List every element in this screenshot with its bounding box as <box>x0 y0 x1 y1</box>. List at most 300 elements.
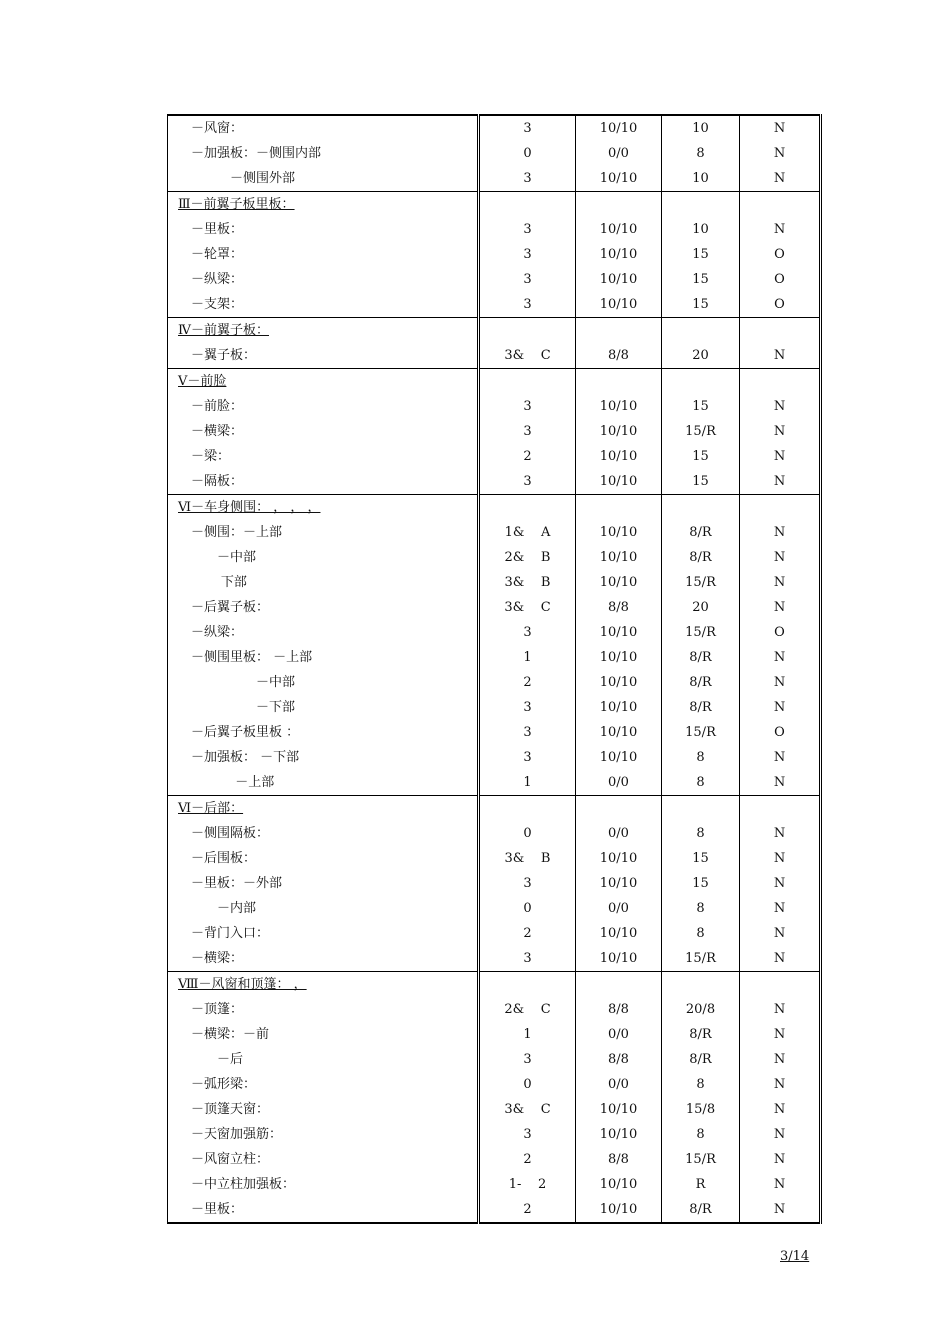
grade-value: 3 <box>523 750 532 765</box>
item-label: －弧形梁： <box>191 1077 257 1092</box>
code-value: N <box>773 1102 786 1117</box>
item-line <box>168 1097 477 1122</box>
code-cell <box>740 369 821 495</box>
thickness-value: 8 <box>696 750 705 765</box>
thickness-value: 8 <box>696 1127 705 1142</box>
ratio-value: 8/8 <box>608 600 629 615</box>
thickness-cell <box>662 972 740 1224</box>
grade-value: 2& C <box>504 1002 551 1017</box>
empty-cell-line <box>662 369 739 394</box>
code-value: O <box>774 725 785 740</box>
code-value: N <box>773 550 786 565</box>
thickness-value: 8/R <box>689 1202 712 1217</box>
ratio-value: 8/8 <box>608 348 629 363</box>
grade-value: 1 <box>523 1027 532 1042</box>
ratio-value: 10/10 <box>599 625 638 640</box>
item-line <box>168 821 477 846</box>
item-label: －风窗立柱： <box>191 1152 270 1167</box>
thickness-value: 8 <box>696 826 705 841</box>
section-header: Ⅲ－前翼子板里板： <box>178 197 295 212</box>
item-line <box>168 1122 477 1147</box>
ratio-value: 10/10 <box>599 424 638 439</box>
item-line <box>168 871 477 896</box>
section-row <box>168 115 821 192</box>
code-value: O <box>774 625 785 640</box>
item-label: －加强板：－侧围内部 <box>191 146 322 161</box>
item-label: －中立柱加强板： <box>191 1177 296 1192</box>
item-line <box>168 921 477 946</box>
item-label: －中部 <box>217 550 257 565</box>
empty-cell-line <box>662 192 739 217</box>
thickness-value: 8/R <box>689 550 712 565</box>
grade-value: 3 <box>523 700 532 715</box>
code-value: N <box>773 525 786 540</box>
empty-cell-line <box>662 796 739 821</box>
code-value: O <box>774 272 785 287</box>
code-value: N <box>773 121 786 136</box>
item-line <box>168 695 477 720</box>
ratio-cell <box>576 972 662 1224</box>
item-label: －后翼子板： <box>191 600 270 615</box>
empty-cell-line <box>740 495 819 520</box>
code-value: N <box>773 1177 786 1192</box>
grade-cell <box>479 495 576 796</box>
ratio-value: 10/10 <box>599 1177 638 1192</box>
thickness-value: 15 <box>692 474 709 489</box>
ratio-value: 10/10 <box>599 1127 638 1142</box>
thickness-value: 15 <box>692 272 709 287</box>
spec-table <box>167 114 822 1224</box>
item-label-cell <box>168 192 479 318</box>
grade-value: 3 <box>523 297 532 312</box>
item-label: －中部 <box>256 675 296 690</box>
ratio-cell <box>576 495 662 796</box>
item-label: －侧围里板： －上部 <box>191 650 313 665</box>
code-cell <box>740 115 821 192</box>
thickness-value: 8 <box>696 926 705 941</box>
grade-value: 0 <box>523 901 532 916</box>
thickness-value: 15/R <box>685 1152 716 1167</box>
grade-value: 3 <box>523 171 532 186</box>
item-label-cell <box>168 318 479 369</box>
code-value: N <box>773 1152 786 1167</box>
empty-cell-line <box>740 796 819 821</box>
item-line <box>168 946 477 971</box>
code-value: N <box>773 171 786 186</box>
grade-value: 1- 2 <box>508 1177 547 1192</box>
ratio-value: 10/10 <box>599 876 638 891</box>
item-label: －加强板： －下部 <box>191 750 300 765</box>
item-line <box>168 595 477 620</box>
code-value: N <box>773 876 786 891</box>
grade-value: 3& C <box>504 600 551 615</box>
item-label-cell <box>168 972 479 1224</box>
ratio-value: 10/10 <box>599 222 638 237</box>
grade-value: 0 <box>523 1077 532 1092</box>
item-label: －里板： <box>191 1202 244 1217</box>
thickness-value: R <box>695 1177 706 1192</box>
item-line <box>168 545 477 570</box>
item-line <box>168 1197 477 1222</box>
code-value: N <box>773 424 786 439</box>
thickness-value: 15/8 <box>685 1102 716 1117</box>
ratio-value: 10/10 <box>599 247 638 262</box>
code-value: N <box>773 600 786 615</box>
item-line <box>168 292 477 317</box>
empty-cell-line <box>740 369 819 394</box>
grade-value: 3 <box>523 272 532 287</box>
ratio-value: 8/8 <box>608 1152 629 1167</box>
item-label-cell <box>168 495 479 796</box>
item-line <box>168 520 477 545</box>
grade-value: 3 <box>523 247 532 262</box>
code-value: N <box>773 575 786 590</box>
thickness-cell <box>662 192 740 318</box>
page-number: 3/14 <box>780 1249 810 1264</box>
empty-cell-line <box>662 495 739 520</box>
item-label: －横梁：－前 <box>191 1027 270 1042</box>
code-value: N <box>773 399 786 414</box>
item-line <box>168 997 477 1022</box>
code-value: N <box>773 851 786 866</box>
grade-value: 2 <box>523 1152 532 1167</box>
item-line <box>168 267 477 292</box>
code-value: N <box>773 222 786 237</box>
empty-cell-line <box>576 192 661 217</box>
item-label: －隔板： <box>191 474 244 489</box>
empty-cell-line <box>480 192 575 217</box>
ratio-value: 0/0 <box>608 826 629 841</box>
item-label: －上部 <box>235 775 275 790</box>
empty-cell-line <box>480 495 575 520</box>
ratio-cell <box>576 369 662 495</box>
item-label: －横梁： <box>191 424 244 439</box>
code-cell <box>740 192 821 318</box>
thickness-value: 20 <box>692 600 709 615</box>
code-cell <box>740 796 821 972</box>
item-label: －里板：－外部 <box>191 876 283 891</box>
item-line <box>168 394 477 419</box>
thickness-value: 20/8 <box>685 1002 716 1017</box>
item-label: －纵梁： <box>191 272 244 287</box>
thickness-value: 15/R <box>685 725 716 740</box>
item-line <box>168 720 477 745</box>
item-label-cell <box>168 369 479 495</box>
item-label: －天窗加强筋： <box>191 1127 283 1142</box>
ratio-value: 10/10 <box>599 675 638 690</box>
item-line <box>168 1072 477 1097</box>
item-label: －背门入口： <box>191 926 270 941</box>
ratio-value: 10/10 <box>599 951 638 966</box>
item-label: －侧围外部 <box>230 171 296 186</box>
empty-cell-line <box>576 796 661 821</box>
grade-value: 2 <box>523 926 532 941</box>
thickness-value: 8/R <box>689 675 712 690</box>
ratio-value: 10/10 <box>599 725 638 740</box>
item-line <box>168 116 477 141</box>
grade-value: 0 <box>523 826 532 841</box>
ratio-value: 10/10 <box>599 650 638 665</box>
code-value: N <box>773 1027 786 1042</box>
ratio-value: 8/8 <box>608 1002 629 1017</box>
item-line <box>168 1047 477 1072</box>
section-header: Ⅵ－车身侧围： ， ， ， <box>178 500 321 515</box>
code-value: N <box>773 1202 786 1217</box>
ratio-value: 10/10 <box>599 171 638 186</box>
thickness-value: 15 <box>692 247 709 262</box>
code-value: N <box>773 926 786 941</box>
item-line <box>168 242 477 267</box>
item-line <box>168 1022 477 1047</box>
thickness-value: 10 <box>692 222 709 237</box>
item-label-cell <box>168 115 479 192</box>
grade-value: 3& C <box>504 348 551 363</box>
grade-value: 1& A <box>504 525 551 540</box>
thickness-value: 10 <box>692 121 709 136</box>
thickness-value: 20 <box>692 348 709 363</box>
ratio-value: 0/0 <box>608 146 629 161</box>
grade-cell <box>479 796 576 972</box>
grade-value: 1 <box>523 650 532 665</box>
thickness-cell <box>662 495 740 796</box>
ratio-value: 8/8 <box>608 1052 629 1067</box>
thickness-value: 8 <box>696 901 705 916</box>
thickness-value: 15 <box>692 876 709 891</box>
item-line <box>168 846 477 871</box>
section-row <box>168 495 821 796</box>
item-label: －侧围：－上部 <box>191 525 283 540</box>
grade-value: 3 <box>523 625 532 640</box>
item-label: －横梁： <box>191 951 244 966</box>
item-label: －后 <box>217 1052 244 1067</box>
code-cell <box>740 318 821 369</box>
ratio-value: 10/10 <box>599 399 638 414</box>
code-value: N <box>773 474 786 489</box>
item-line <box>168 217 477 242</box>
ratio-cell <box>576 115 662 192</box>
grade-value: 3& B <box>504 851 551 866</box>
item-line <box>168 469 477 494</box>
ratio-value: 10/10 <box>599 272 638 287</box>
item-line <box>168 343 477 368</box>
item-label: －翼子板： <box>191 348 257 363</box>
code-value: N <box>773 1077 786 1092</box>
grade-value: 3 <box>523 725 532 740</box>
empty-cell-line <box>576 495 661 520</box>
item-label: －顶篷天窗： <box>191 1102 270 1117</box>
ratio-value: 0/0 <box>608 1077 629 1092</box>
thickness-value: 8 <box>696 1077 705 1092</box>
empty-cell-line <box>662 972 739 997</box>
section-header: Ⅴ－前脸 <box>178 374 227 389</box>
empty-cell-line <box>480 972 575 997</box>
empty-cell-line <box>740 318 819 343</box>
ratio-value: 0/0 <box>608 901 629 916</box>
code-value: N <box>773 1127 786 1142</box>
item-line <box>168 770 477 795</box>
ratio-value: 10/10 <box>599 926 638 941</box>
code-value: N <box>773 675 786 690</box>
thickness-value: 15/R <box>685 424 716 439</box>
item-line <box>168 141 477 166</box>
ratio-value: 0/0 <box>608 775 629 790</box>
ratio-value: 10/10 <box>599 525 638 540</box>
thickness-value: 8 <box>696 146 705 161</box>
grade-value: 2 <box>523 1202 532 1217</box>
code-value: N <box>773 348 786 363</box>
thickness-value: 15 <box>692 399 709 414</box>
grade-value: 3 <box>523 951 532 966</box>
thickness-value: 8/R <box>689 700 712 715</box>
thickness-value: 8/R <box>689 1052 712 1067</box>
section-row <box>168 972 821 1224</box>
empty-cell-line <box>576 369 661 394</box>
section-row <box>168 369 821 495</box>
grade-cell <box>479 972 576 1224</box>
grade-value: 1 <box>523 775 532 790</box>
grade-value: 3 <box>523 474 532 489</box>
ratio-value: 10/10 <box>599 750 638 765</box>
thickness-cell <box>662 796 740 972</box>
grade-cell <box>479 369 576 495</box>
thickness-value: 10 <box>692 171 709 186</box>
item-label: －纵梁： <box>191 625 244 640</box>
item-line <box>168 1172 477 1197</box>
section-header: Ⅵ－后部： <box>178 801 244 816</box>
code-value: N <box>773 826 786 841</box>
thickness-cell <box>662 115 740 192</box>
item-label: －下部 <box>256 700 296 715</box>
item-label: －梁： <box>191 449 231 464</box>
grade-value: 3& C <box>504 1102 551 1117</box>
item-label: 下部 <box>220 575 247 590</box>
grade-value: 3 <box>523 222 532 237</box>
item-label: －风窗： <box>191 121 244 136</box>
item-label: －支架： <box>191 297 244 312</box>
empty-cell-line <box>740 972 819 997</box>
ratio-cell <box>576 318 662 369</box>
item-line <box>168 444 477 469</box>
grade-value: 3 <box>523 876 532 891</box>
item-line <box>168 1147 477 1172</box>
ratio-value: 0/0 <box>608 1027 629 1042</box>
ratio-value: 10/10 <box>599 700 638 715</box>
code-value: N <box>773 750 786 765</box>
code-value: N <box>773 1002 786 1017</box>
ratio-cell <box>576 796 662 972</box>
item-label: －后围板： <box>191 851 257 866</box>
thickness-cell <box>662 369 740 495</box>
code-cell <box>740 972 821 1224</box>
section-row <box>168 192 821 318</box>
code-cell <box>740 495 821 796</box>
code-value: O <box>774 297 785 312</box>
grade-value: 3 <box>523 121 532 136</box>
item-label: －内部 <box>217 901 257 916</box>
grade-cell <box>479 192 576 318</box>
empty-cell-line <box>576 318 661 343</box>
grade-value: 3 <box>523 424 532 439</box>
thickness-value: 15 <box>692 851 709 866</box>
thickness-value: 8 <box>696 775 705 790</box>
grade-value: 3& B <box>504 575 551 590</box>
empty-cell-line <box>480 369 575 394</box>
thickness-cell <box>662 318 740 369</box>
item-line <box>168 745 477 770</box>
ratio-value: 10/10 <box>599 474 638 489</box>
empty-cell-line <box>740 192 819 217</box>
code-value: N <box>773 700 786 715</box>
item-line <box>168 419 477 444</box>
grade-value: 2& B <box>504 550 551 565</box>
thickness-value: 15/R <box>685 951 716 966</box>
thickness-value: 8/R <box>689 525 712 540</box>
item-line <box>168 620 477 645</box>
section-row <box>168 796 821 972</box>
section-header: Ⅳ－前翼子板： <box>178 323 269 338</box>
ratio-value: 10/10 <box>599 297 638 312</box>
item-label: －顶篷： <box>191 1002 244 1017</box>
item-label: －前脸： <box>191 399 244 414</box>
grade-value: 2 <box>523 449 532 464</box>
thickness-value: 15/R <box>685 575 716 590</box>
code-value: N <box>773 650 786 665</box>
code-value: N <box>773 901 786 916</box>
item-label: －轮罩： <box>191 247 244 262</box>
thickness-value: 15 <box>692 297 709 312</box>
grade-cell <box>479 318 576 369</box>
empty-cell-line <box>480 318 575 343</box>
ratio-value: 10/10 <box>599 1202 638 1217</box>
code-value: O <box>774 247 785 262</box>
item-line <box>168 670 477 695</box>
thickness-value: 15 <box>692 449 709 464</box>
thickness-value: 8/R <box>689 650 712 665</box>
code-value: N <box>773 146 786 161</box>
empty-cell-line <box>480 796 575 821</box>
ratio-value: 10/10 <box>599 851 638 866</box>
item-line <box>168 645 477 670</box>
ratio-value: 10/10 <box>599 121 638 136</box>
section-row <box>168 318 821 369</box>
grade-value: 0 <box>523 146 532 161</box>
grade-value: 3 <box>523 1052 532 1067</box>
code-value: N <box>773 951 786 966</box>
item-line <box>168 896 477 921</box>
item-line <box>168 570 477 595</box>
item-label-cell <box>168 796 479 972</box>
code-value: N <box>773 775 786 790</box>
thickness-value: 15/R <box>685 625 716 640</box>
code-value: N <box>773 449 786 464</box>
item-label: －侧围隔板： <box>191 826 270 841</box>
ratio-cell <box>576 192 662 318</box>
code-value: N <box>773 1052 786 1067</box>
empty-cell-line <box>662 318 739 343</box>
grade-value: 3 <box>523 399 532 414</box>
item-label: －后翼子板里板 ： <box>191 725 300 740</box>
thickness-value: 8/R <box>689 1027 712 1042</box>
item-label: －里板： <box>191 222 244 237</box>
item-line <box>168 166 477 191</box>
ratio-value: 10/10 <box>599 575 638 590</box>
ratio-value: 10/10 <box>599 1102 638 1117</box>
grade-value: 2 <box>523 675 532 690</box>
grade-cell <box>479 115 576 192</box>
ratio-value: 10/10 <box>599 449 638 464</box>
grade-value: 3 <box>523 1127 532 1142</box>
section-header: Ⅷ－风窗和顶篷： ， <box>178 977 307 992</box>
